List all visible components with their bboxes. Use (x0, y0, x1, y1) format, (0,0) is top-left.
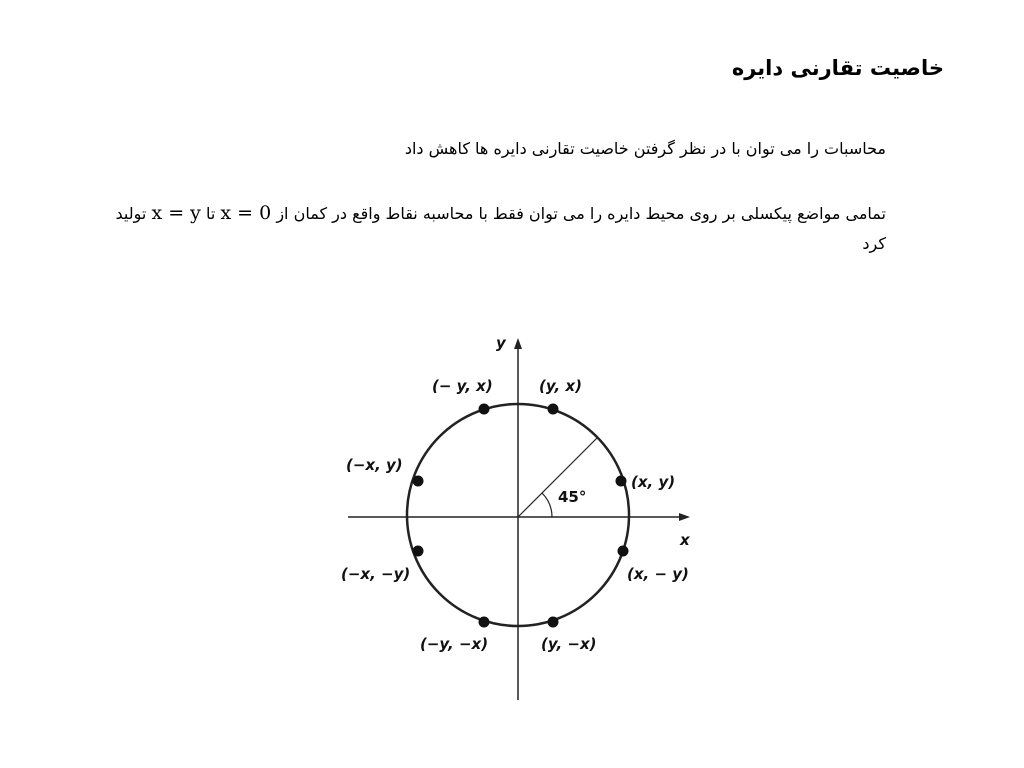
circle-symmetry-diagram (320, 320, 720, 710)
axis-y-label: y (496, 334, 506, 352)
label-x-neg-y: (x, − y) (627, 565, 689, 583)
paragraph-computation: محاسبات را می توان با در نظر گرفتن خاصیت تقارنی دایره ها کاهش داد (404, 139, 886, 158)
slide-title: خاصیت تقارنی دایره (731, 56, 944, 80)
point-y-neg-x (548, 617, 559, 628)
label-neg-y-x: (− y, x) (432, 377, 493, 395)
point-neg-y-neg-x (479, 617, 490, 628)
point-x-y (616, 476, 627, 487)
label-y-neg-x: (y, −x) (541, 635, 597, 653)
label-neg-x-y: (−x, y) (346, 456, 403, 474)
point-neg-y-x (479, 404, 490, 415)
label-neg-x-neg-y: (−x, −y) (341, 565, 411, 583)
equation-x-eq-0: x = 0 (220, 202, 272, 224)
y-axis-arrowhead (514, 338, 522, 349)
angle-arc (542, 493, 552, 517)
label-y-x: (y, x) (539, 377, 582, 395)
point-neg-x-neg-y (413, 546, 424, 557)
equation-x-eq-y: x = y (151, 202, 201, 224)
point-y-x (548, 404, 559, 415)
label-x-y: (x, y) (631, 473, 676, 491)
label-neg-y-neg-x: (−y, −x) (420, 635, 489, 653)
point-x-neg-y (618, 546, 629, 557)
paragraph-symmetry (106, 198, 886, 259)
paragraph-connector: تا (206, 204, 216, 223)
x-axis-arrowhead (679, 513, 690, 521)
angle-label: 45° (558, 488, 587, 506)
point-neg-x-y (413, 476, 424, 487)
axis-x-label: x (680, 531, 690, 549)
paragraph-end: تولید کرد (115, 204, 886, 253)
paragraph-symmetry-text: تمامی مواضع پیکسلی بر روی محیط دایره را می توان فقط با محاسبه نقاط واقع در کمان از (276, 204, 886, 223)
